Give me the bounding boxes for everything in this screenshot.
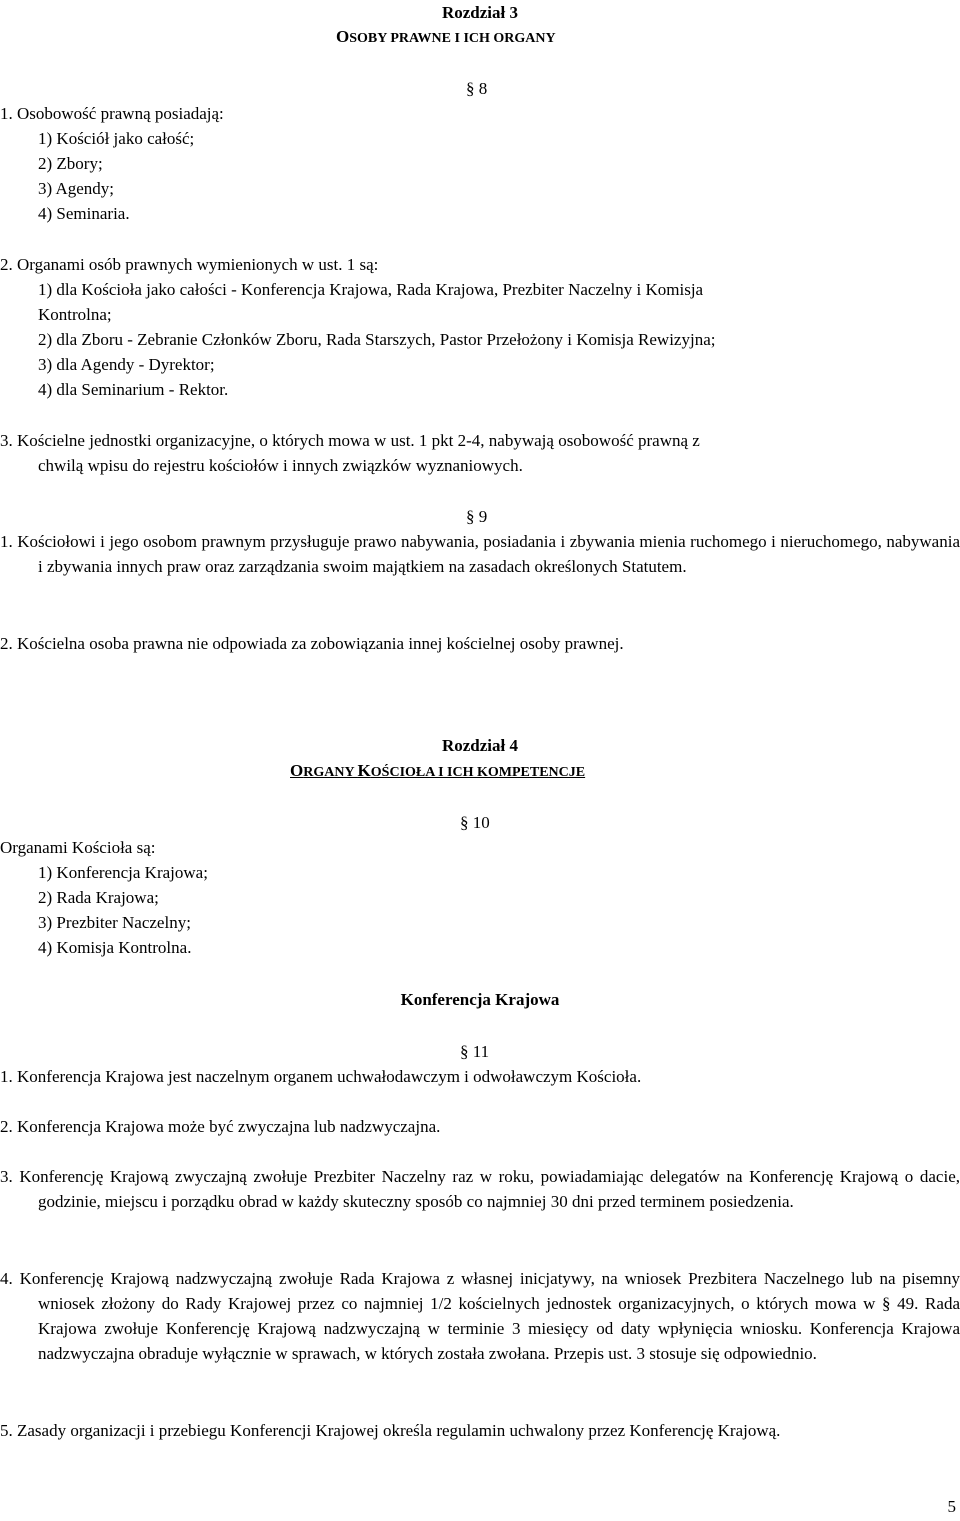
s10-item-1: 1) Konferencja Krajowa;: [38, 863, 208, 882]
chapter-3-subtitle-initial: O: [336, 27, 350, 46]
conference-heading: Konferencja Krajowa: [400, 990, 560, 1009]
s11-p1: 1. Konferencja Krajowa jest naczelnym organem uchwałodawczym i odwoławczym Kościoła.: [0, 1067, 642, 1086]
s8-p3-line-1: 3. Kościelne jednostki organizacyjne, o których mowa w ust. 1 pkt 2-4, nabywają osobowość prawną z: [0, 431, 700, 450]
s11-p4: 4. Konferencję Krajową nadzwyczajną zwołuje Rada Krajowa z własnej inicjatywy, na wniosek Prezbitera Naczelnego lub na pisemny wniosek złożony do Rady Krajowej przez co najmniej 1/2 kościelnych jednostek organizacyjnych, o których mowa w § 49. Rada Krajowa zwołuje Konferencję Krajową nadzwyczajną w terminie 3 miesięcy od daty wpłynięcia wniosku. Konferencja Krajowa nadzwyczajna obraduje wyłącznie w sprawach, w których została zwołana. Przepis ust. 3 stosuje się odpowiednio.: [0, 1269, 960, 1363]
s8-p2-item-2: 2) dla Zboru - Zebranie Członków Zboru, Rada Starszych, Pastor Przełożony i Komisja Rewizyjna;: [38, 330, 716, 349]
s8-p1-intro: 1. Osobowość prawną posiadają:: [0, 104, 224, 123]
section-number: 9: [478, 507, 488, 526]
s8-p1-item-1: 1) Kościół jako całość;: [38, 129, 195, 148]
s11-p2: 2. Konferencja Krajowa może być zwyczajna lub nadzwyczajna.: [0, 1117, 441, 1136]
chapter-4-subtitle: [290, 758, 585, 785]
section-9-heading: [466, 504, 487, 529]
s10-item-3: 3) Prezbiter Naczelny;: [38, 913, 191, 932]
section-11-heading: [460, 1039, 489, 1064]
section-number: 10: [472, 813, 490, 832]
s11-p3: 3. Konferencję Krajową zwyczajną zwołuje Prezbiter Naczelny raz w roku, powiadamiając delegatów na Konferencję Krajową o dacie, godzinie, miejscu i porządku obrad w każdy skuteczny sposób co najmniej 30 dni przed terminem posiedzenia.: [0, 1167, 960, 1211]
s9-p2: 2. Kościelna osoba prawna nie odpowiada za zobowiązania innej kościelnej osoby prawnej.: [0, 634, 624, 653]
s8-p2-item-3: 3) dla Agendy - Dyrektor;: [38, 355, 215, 374]
s8-p2-item-1-line-2: Kontrolna;: [38, 305, 112, 324]
chapter-3-title: Rozdział 3: [441, 3, 519, 22]
section-sign: §: [460, 1042, 469, 1061]
section-sign: §: [460, 813, 469, 832]
s9-p1: 1. Kościołowi i jego osobom prawnym przysługuje prawo nabywania, posiadania i zbywania mienia ruchomego i nieruchomego, nabywania i zbywania innych praw oraz zarządzania swoim majątkiem na zasadach określonych Statutem.: [0, 532, 960, 576]
s10-item-2: 2) Rada Krajowa;: [38, 888, 159, 907]
chapter-4-subtitle-rgany: RGANY: [303, 765, 358, 780]
s8-p2-item-1-line-1: 1) dla Kościoła jako całości - Konferencja Krajowa, Rada Krajowa, Prezbiter Naczelny i Komisja: [38, 280, 704, 299]
s8-p3-line-2: chwilą wpisu do rejestru kościołów i innych związków wyznaniowych.: [38, 456, 523, 475]
s10-item-4: 4) Komisja Kontrolna.: [38, 938, 192, 957]
chapter-4-title: Rozdział 4: [441, 736, 519, 755]
s8-p1-item-4: 4) Seminaria.: [38, 204, 130, 223]
chapter-4-subtitle-rest: OŚCIOŁA I ICH KOMPETENCJE: [370, 765, 586, 780]
chapter-4-subtitle-k: K: [357, 761, 371, 780]
chapter-3-subtitle-rest: SOBY PRAWNE I ICH ORGANY: [349, 31, 556, 46]
section-number: 11: [472, 1042, 490, 1061]
s8-p1-item-3: 3) Agendy;: [38, 179, 115, 198]
s8-p1-item-2: 2) Zbory;: [38, 154, 103, 173]
s8-p2-intro: 2. Organami osób prawnych wymienionych w ust. 1 są:: [0, 255, 379, 274]
section-number: 8: [478, 79, 488, 98]
page-number: 5: [947, 1497, 956, 1516]
s11-p5: 5. Zasady organizacji i przebiegu Konferencji Krajowej określa regulamin uchwalony przez Konferencję Krajową.: [0, 1421, 781, 1440]
chapter-3-subtitle: [336, 24, 556, 51]
section-sign: §: [466, 507, 475, 526]
section-8-heading: [466, 76, 487, 101]
s10-intro: Organami Kościoła są:: [0, 838, 156, 857]
s8-p2-item-4: 4) dla Seminarium - Rektor.: [38, 380, 229, 399]
chapter-4-subtitle-o: O: [290, 761, 304, 780]
section-sign: §: [466, 79, 475, 98]
section-10-heading: [460, 810, 490, 835]
